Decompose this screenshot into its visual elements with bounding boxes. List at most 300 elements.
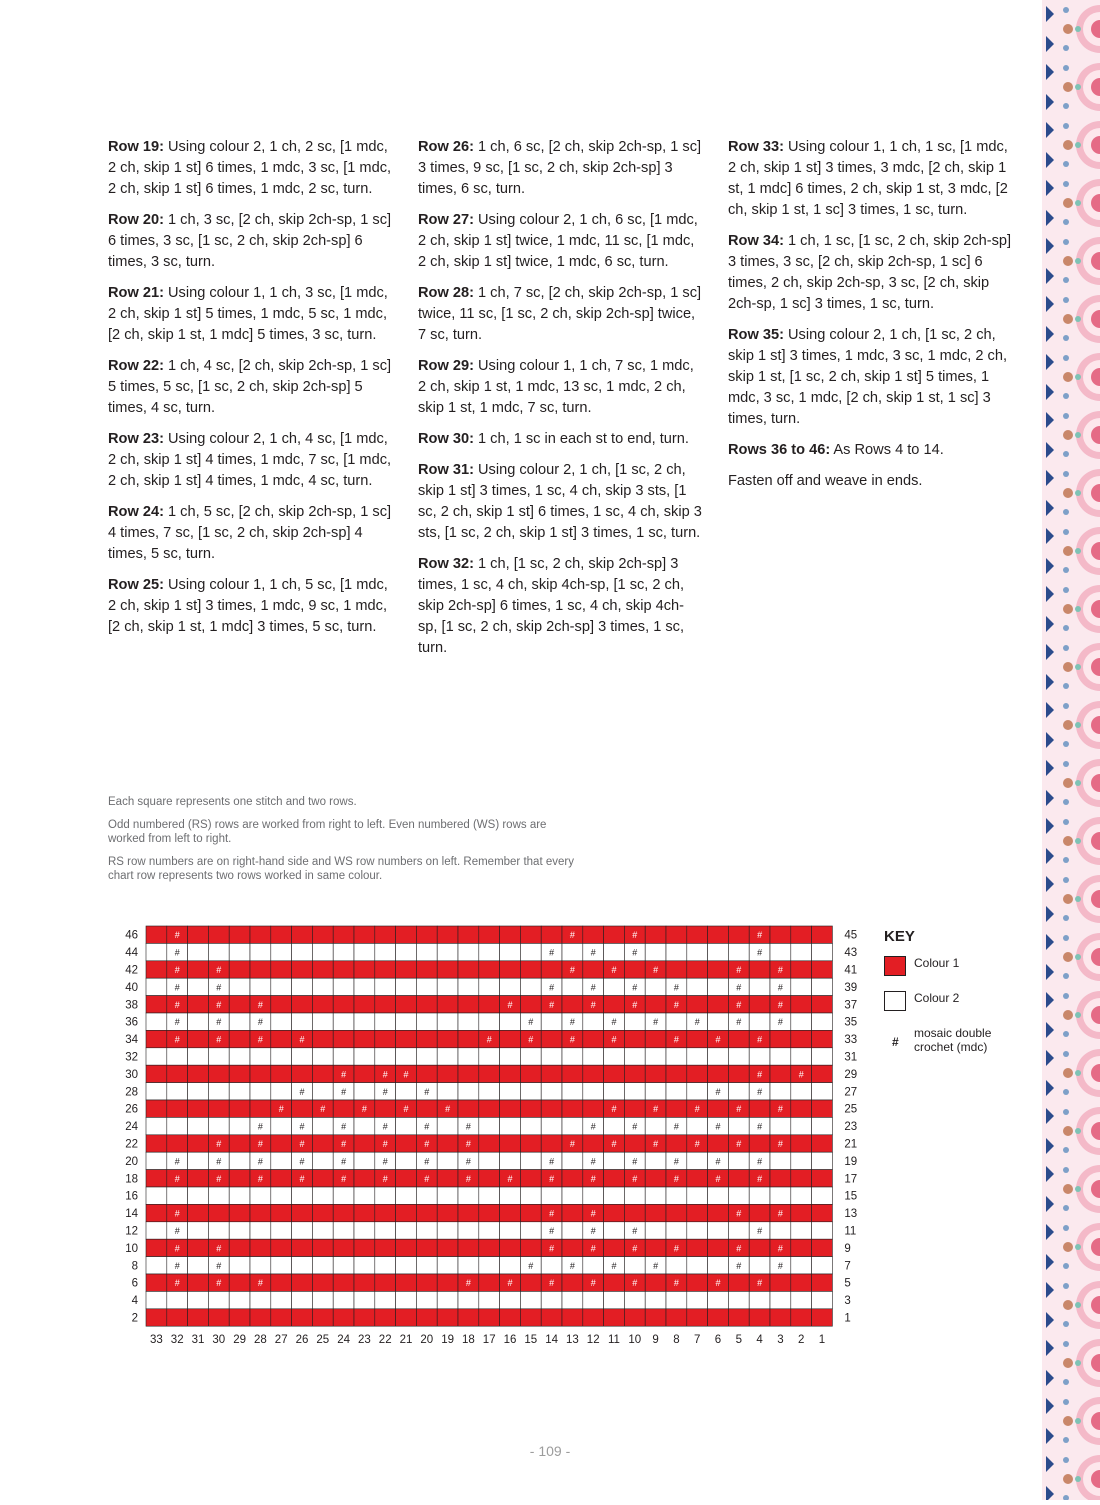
chart-cell <box>520 1309 541 1326</box>
chart-cell <box>354 1117 375 1134</box>
ws-row-number: 44 <box>125 947 138 960</box>
mdc-mark: # <box>715 1121 721 1132</box>
chart-cell <box>188 1013 209 1030</box>
chart-cell <box>562 1187 583 1204</box>
chart-cell <box>292 1257 313 1274</box>
mdc-mark: # <box>216 982 222 993</box>
mdc-mark: # <box>777 982 783 993</box>
ws-row-number: 26 <box>125 1103 138 1116</box>
chart-cell <box>458 1204 479 1221</box>
ws-row-number: 40 <box>125 981 138 994</box>
key-swatch-colour-1 <box>884 956 906 976</box>
chart-cell <box>541 1291 562 1308</box>
stitch-column-number: 4 <box>756 1334 763 1347</box>
mdc-mark: # <box>673 1034 679 1045</box>
chart-cell <box>312 1135 333 1152</box>
chart-cell <box>292 1013 313 1030</box>
chart-cell <box>666 1257 687 1274</box>
chart-cell <box>562 978 583 995</box>
mdc-mark: # <box>673 1173 679 1184</box>
mdc-mark: # <box>590 1121 596 1132</box>
chart-cell <box>645 996 666 1013</box>
ws-row-number: 38 <box>125 999 138 1012</box>
chart-cell <box>562 1291 583 1308</box>
chart-cell <box>167 1309 188 1326</box>
chart-cell <box>333 996 354 1013</box>
chart-cell <box>271 1083 292 1100</box>
chart-cell <box>812 1100 833 1117</box>
chart-cell <box>146 1204 167 1221</box>
chart-cell <box>583 1309 604 1326</box>
stitch-column-number: 2 <box>797 1334 805 1347</box>
mdc-mark: # <box>653 1260 659 1271</box>
mdc-mark: # <box>465 1121 471 1132</box>
rs-row-number: 33 <box>844 1034 858 1047</box>
chart-cell <box>354 1152 375 1169</box>
chart-cell <box>188 1100 209 1117</box>
ws-row-number: 6 <box>131 1277 138 1290</box>
chart-cell <box>812 996 833 1013</box>
chart-cell <box>645 1117 666 1134</box>
mdc-mark: # <box>715 1086 721 1097</box>
chart-cell <box>167 1187 188 1204</box>
mdc-mark: # <box>528 1260 534 1271</box>
chart-cell <box>708 1204 729 1221</box>
chart-cell <box>396 1309 417 1326</box>
chart-cell <box>458 1100 479 1117</box>
rs-row-number: 23 <box>844 1121 858 1134</box>
mdc-mark: # <box>611 1260 617 1271</box>
chart-cell <box>250 1187 271 1204</box>
chart-cell <box>396 1152 417 1169</box>
chart-cell <box>728 1048 749 1065</box>
mdc-mark: # <box>736 965 742 975</box>
chart-cell <box>354 1204 375 1221</box>
chart-cell <box>562 1204 583 1221</box>
chart-cell <box>687 1309 708 1326</box>
mdc-mark: # <box>549 1208 555 1219</box>
chart-cell <box>645 1204 666 1221</box>
rs-row-number: 37 <box>844 999 858 1012</box>
mdc-mark: # <box>257 1156 263 1167</box>
chart-cell <box>604 1309 625 1326</box>
mdc-mark: # <box>507 1278 513 1289</box>
chart-cell <box>354 1135 375 1152</box>
mdc-mark: # <box>216 1243 222 1254</box>
chart-cell <box>312 1030 333 1047</box>
mdc-mark: # <box>590 1173 596 1184</box>
mdc-mark: # <box>257 1278 263 1289</box>
mdc-mark: # <box>777 999 783 1010</box>
ws-row-number: 42 <box>125 964 138 977</box>
chart-cell <box>583 1187 604 1204</box>
chart-cell <box>728 1065 749 1082</box>
chart-cell <box>541 1309 562 1326</box>
chart-cell <box>333 1013 354 1030</box>
chart-cell <box>728 1117 749 1134</box>
chart-cell <box>500 1187 521 1204</box>
chart-cell <box>749 961 770 978</box>
chart-cell <box>437 1239 458 1256</box>
chart-cell <box>396 1239 417 1256</box>
chart-cell <box>416 1013 437 1030</box>
row-text: Using colour 2, 1 ch, 4 sc, [1 mdc, 2 ch, skip 1 st] 4 times, 1 mdc, 7 sc, [1 mdc, 2 ch, skip 1 st] 4 times, 1 mdc, 4 sc, turn. <box>108 431 392 489</box>
chart-cell <box>479 1100 500 1117</box>
chart-cell <box>333 1222 354 1239</box>
row-label: Row 25: <box>108 577 164 593</box>
chart-cell <box>708 1013 729 1030</box>
row-text: 1 ch, 4 sc, [2 ch, skip 2ch-sp, 1 sc] 5 times, 5 sc, [1 sc, 2 ch, skip 2ch-sp] 5 times, 4 sc, turn. <box>108 358 392 416</box>
chart-cell <box>812 1187 833 1204</box>
row-text: 1 ch, 6 sc, [2 ch, skip 2ch-sp, 1 sc] 3 times, 9 sc, [1 sc, 2 ch, skip 2ch-sp] 3 times, 6 sc, turn. <box>418 139 702 197</box>
rs-row-number: 45 <box>844 929 858 942</box>
chart-cell <box>666 1065 687 1082</box>
chart-cell <box>271 1291 292 1308</box>
chart-cell <box>437 1048 458 1065</box>
chart-cell <box>458 1291 479 1308</box>
mdc-mark: # <box>174 965 180 975</box>
chart-cell <box>687 1170 708 1187</box>
row-label: Row 20: <box>108 212 164 228</box>
chart-cell <box>437 1013 458 1030</box>
stitch-column-number: 3 <box>777 1334 784 1347</box>
chart-cell <box>458 1083 479 1100</box>
chart-cell <box>146 1030 167 1047</box>
chart-cell <box>396 926 417 943</box>
chart-cell <box>479 1274 500 1291</box>
rs-row-number: 21 <box>844 1138 858 1151</box>
chart-cell <box>188 1222 209 1239</box>
mdc-mark: # <box>403 1069 409 1080</box>
chart-cell <box>562 1083 583 1100</box>
chart-cell <box>812 978 833 995</box>
chart-cell <box>666 1222 687 1239</box>
chart-cell <box>791 1117 812 1134</box>
key-label-colour-1: Colour 1 <box>914 956 960 970</box>
chart-cell <box>791 1291 812 1308</box>
mdc-mark: # <box>653 1017 659 1028</box>
chart-cell <box>396 961 417 978</box>
chart-cell <box>437 996 458 1013</box>
chart-cell <box>500 1222 521 1239</box>
mdc-mark: # <box>174 1017 180 1028</box>
chart-cell <box>645 926 666 943</box>
chart-cell <box>437 1291 458 1308</box>
chart-cell <box>375 1187 396 1204</box>
ws-row-number: 4 <box>131 1295 138 1308</box>
row-label: Row 30: <box>418 431 474 447</box>
mdc-mark: # <box>757 1278 763 1289</box>
mdc-mark: # <box>299 1173 305 1184</box>
chart-cell <box>271 1152 292 1169</box>
chart-cell <box>812 1309 833 1326</box>
chart-cell <box>292 1222 313 1239</box>
chart-cell <box>624 1309 645 1326</box>
chart-cell <box>645 1222 666 1239</box>
row-label: Row 34: <box>728 233 784 249</box>
chart-cell <box>375 1204 396 1221</box>
chart-cell <box>583 1065 604 1082</box>
mdc-mark: # <box>549 947 555 958</box>
chart-cell <box>749 996 770 1013</box>
ws-row-number: 20 <box>125 1155 138 1168</box>
chart-cell <box>229 961 250 978</box>
chart-cell <box>416 943 437 960</box>
chart-cell <box>146 996 167 1013</box>
row-label: Row 21: <box>108 285 164 301</box>
chart-cell <box>624 1257 645 1274</box>
chart-cell <box>624 1030 645 1047</box>
chart-cell <box>437 1152 458 1169</box>
chart-cell <box>583 926 604 943</box>
mdc-mark: # <box>632 1173 638 1184</box>
chart-cell <box>354 1065 375 1082</box>
chart-cell <box>666 1204 687 1221</box>
stitch-column-number: 10 <box>628 1334 642 1347</box>
chart-cell <box>520 1152 541 1169</box>
chart-cell <box>645 1274 666 1291</box>
chart-cell <box>541 1030 562 1047</box>
mdc-mark: # <box>174 1173 180 1184</box>
chart-cell <box>188 1152 209 1169</box>
chart-cell <box>416 1030 437 1047</box>
chart-cell <box>666 926 687 943</box>
chart-cell <box>708 1135 729 1152</box>
chart-cell <box>229 1100 250 1117</box>
rs-row-number: 43 <box>844 947 858 960</box>
chart-cell <box>520 996 541 1013</box>
mdc-mark: # <box>777 1260 783 1271</box>
chart-cell <box>458 1187 479 1204</box>
chart-cell <box>396 1222 417 1239</box>
chart-cell <box>458 1048 479 1065</box>
chart-cell <box>708 1309 729 1326</box>
mdc-mark: # <box>569 1139 575 1149</box>
chart-cell <box>229 1187 250 1204</box>
chart-cell <box>520 1187 541 1204</box>
chart-cell <box>479 1152 500 1169</box>
chart-cell <box>229 996 250 1013</box>
stitch-column-number: 11 <box>608 1334 620 1347</box>
stitch-column-number: 17 <box>482 1334 496 1347</box>
row-label: Row 33: <box>728 139 784 155</box>
chart-cell <box>188 996 209 1013</box>
chart-cell <box>292 926 313 943</box>
row-label: Row 23: <box>108 431 164 447</box>
chart-cell <box>416 1239 437 1256</box>
mdc-mark: # <box>341 1086 347 1097</box>
rs-row-number: 5 <box>844 1277 851 1290</box>
chart-cell <box>375 1239 396 1256</box>
chart-cell <box>312 1170 333 1187</box>
chart-cell <box>749 1100 770 1117</box>
chart-cell <box>645 1152 666 1169</box>
chart-cell <box>354 978 375 995</box>
mdc-mark: # <box>777 1208 783 1219</box>
mdc-mark: # <box>507 999 513 1010</box>
chart-cell <box>791 1170 812 1187</box>
chart-cell <box>791 978 812 995</box>
chart-cell <box>479 1291 500 1308</box>
chart-cell <box>708 978 729 995</box>
mdc-mark: # <box>216 965 222 975</box>
chart-cell <box>458 1239 479 1256</box>
chart-cell <box>791 1274 812 1291</box>
chart-cell <box>645 1309 666 1326</box>
mdc-mark: # <box>216 1034 222 1045</box>
chart-cell <box>812 943 833 960</box>
chart-cell <box>479 978 500 995</box>
chart-cell <box>250 1083 271 1100</box>
chart-cell <box>708 996 729 1013</box>
chart-cell <box>749 1239 770 1256</box>
ws-row-number: 30 <box>125 1068 138 1081</box>
mdc-mark: # <box>174 1156 180 1167</box>
chart-cell <box>354 943 375 960</box>
stitch-column-number: 26 <box>295 1334 309 1347</box>
mdc-mark: # <box>632 1278 638 1289</box>
row-text: 1 ch, 1 sc in each st to end, turn. <box>473 431 689 447</box>
chart-cell <box>520 943 541 960</box>
chart-cell <box>500 1291 521 1308</box>
chart-cell <box>375 1030 396 1047</box>
chart-cell <box>416 1257 437 1274</box>
chart-cell <box>333 1257 354 1274</box>
mdc-mark: # <box>465 1156 471 1167</box>
chart-cell <box>791 996 812 1013</box>
mdc-mark: # <box>611 965 617 975</box>
mdc-mark: # <box>382 1121 388 1132</box>
chart-cell <box>624 1187 645 1204</box>
chart-cell <box>229 1117 250 1134</box>
chart-cell <box>188 943 209 960</box>
chart-cell <box>520 1065 541 1082</box>
chart-cell <box>146 1100 167 1117</box>
chart-cell <box>333 1187 354 1204</box>
chart-cell <box>770 926 791 943</box>
mdc-mark: # <box>590 982 596 993</box>
chart-cell <box>687 1152 708 1169</box>
chart-cell <box>520 1048 541 1065</box>
mdc-mark: # <box>777 1243 783 1254</box>
chart-cell <box>541 1065 562 1082</box>
chart-cell <box>146 978 167 995</box>
chart-cell <box>333 1204 354 1221</box>
chart-cell <box>500 1100 521 1117</box>
chart-cell <box>812 1013 833 1030</box>
page-number: - 109 - <box>529 1443 571 1459</box>
mdc-mark: # <box>590 1208 596 1219</box>
chart-cell <box>312 1065 333 1082</box>
mdc-mark: # <box>569 965 575 975</box>
chart-cell <box>520 1274 541 1291</box>
chart-cell <box>687 1239 708 1256</box>
row-label: Rows 36 to 46: <box>728 442 831 458</box>
chart-cell <box>770 1083 791 1100</box>
chart-cell <box>229 1135 250 1152</box>
chart-cell <box>479 1257 500 1274</box>
chart-cell <box>479 1048 500 1065</box>
chart-cell <box>188 1309 209 1326</box>
chart-cell <box>271 1030 292 1047</box>
chart-cell <box>229 1170 250 1187</box>
chart-cell <box>354 1187 375 1204</box>
mdc-mark: # <box>632 947 638 958</box>
key-swatch-colour-2 <box>884 991 906 1011</box>
row-text: Using colour 2, 1 ch, 6 sc, [1 mdc, 2 ch, skip 1 st] twice, 1 mdc, 11 sc, [1 mdc, 2 ch, skip 1 st] twice, 1 mdc, 6 sc, turn. <box>418 212 698 270</box>
ws-row-number: 14 <box>125 1208 138 1221</box>
chart-cell <box>229 1083 250 1100</box>
chart-cell <box>500 1083 521 1100</box>
chart-cell <box>188 1117 209 1134</box>
mdc-mark: # <box>653 1104 659 1115</box>
chart-cell <box>208 1291 229 1308</box>
mdc-mark: # <box>216 1278 222 1289</box>
chart-cell <box>333 1291 354 1308</box>
chart-cell <box>271 1309 292 1326</box>
chart-cell <box>396 978 417 995</box>
chart-cell <box>333 943 354 960</box>
chart-cell <box>458 1013 479 1030</box>
chart-cell <box>749 1013 770 1030</box>
chart-cell <box>312 996 333 1013</box>
mdc-mark: # <box>757 930 763 941</box>
chart-cell <box>520 1222 541 1239</box>
mdc-mark: # <box>590 1156 596 1167</box>
chart-cell <box>708 1187 729 1204</box>
stitch-column-number: 24 <box>337 1334 350 1347</box>
mdc-mark: # <box>403 1104 409 1115</box>
chart-cell <box>479 1204 500 1221</box>
mdc-mark: # <box>465 1278 471 1289</box>
chart-cell <box>624 1048 645 1065</box>
rs-row-number: 13 <box>844 1208 858 1221</box>
note-3: RS row numbers are on right-hand side and WS row numbers on left. Remember that every chart row represents two rows worked in same colour. <box>108 856 574 882</box>
chart-cell <box>437 1257 458 1274</box>
chart-cell <box>312 1222 333 1239</box>
chart-cell <box>749 1257 770 1274</box>
chart-cell <box>770 1117 791 1134</box>
chart-cell <box>562 1100 583 1117</box>
chart-cell <box>188 1048 209 1065</box>
chart-cell <box>167 1291 188 1308</box>
chart-cell <box>312 1309 333 1326</box>
mdc-mark: # <box>341 1121 347 1132</box>
chart-cell <box>188 1135 209 1152</box>
chart-cell <box>520 1204 541 1221</box>
chart-cell <box>396 1048 417 1065</box>
chart-cell <box>604 1152 625 1169</box>
chart-cell <box>416 1100 437 1117</box>
rs-row-number: 39 <box>844 981 858 994</box>
chart-cell <box>229 943 250 960</box>
chart-cell <box>437 1135 458 1152</box>
stitch-column-number: 18 <box>462 1334 475 1347</box>
chart-cell <box>354 1083 375 1100</box>
mdc-mark: # <box>757 1156 763 1167</box>
chart-cell <box>208 926 229 943</box>
chart-cell <box>229 1239 250 1256</box>
chart-cell <box>354 1239 375 1256</box>
mdc-mark: # <box>257 1121 263 1132</box>
rs-row-number: 7 <box>844 1260 851 1273</box>
chart-cell <box>437 1117 458 1134</box>
mdc-mark: # <box>216 1156 222 1167</box>
chart-cell <box>687 1274 708 1291</box>
chart-cell <box>333 1048 354 1065</box>
chart-cell <box>396 1187 417 1204</box>
chart-cell <box>812 1065 833 1082</box>
